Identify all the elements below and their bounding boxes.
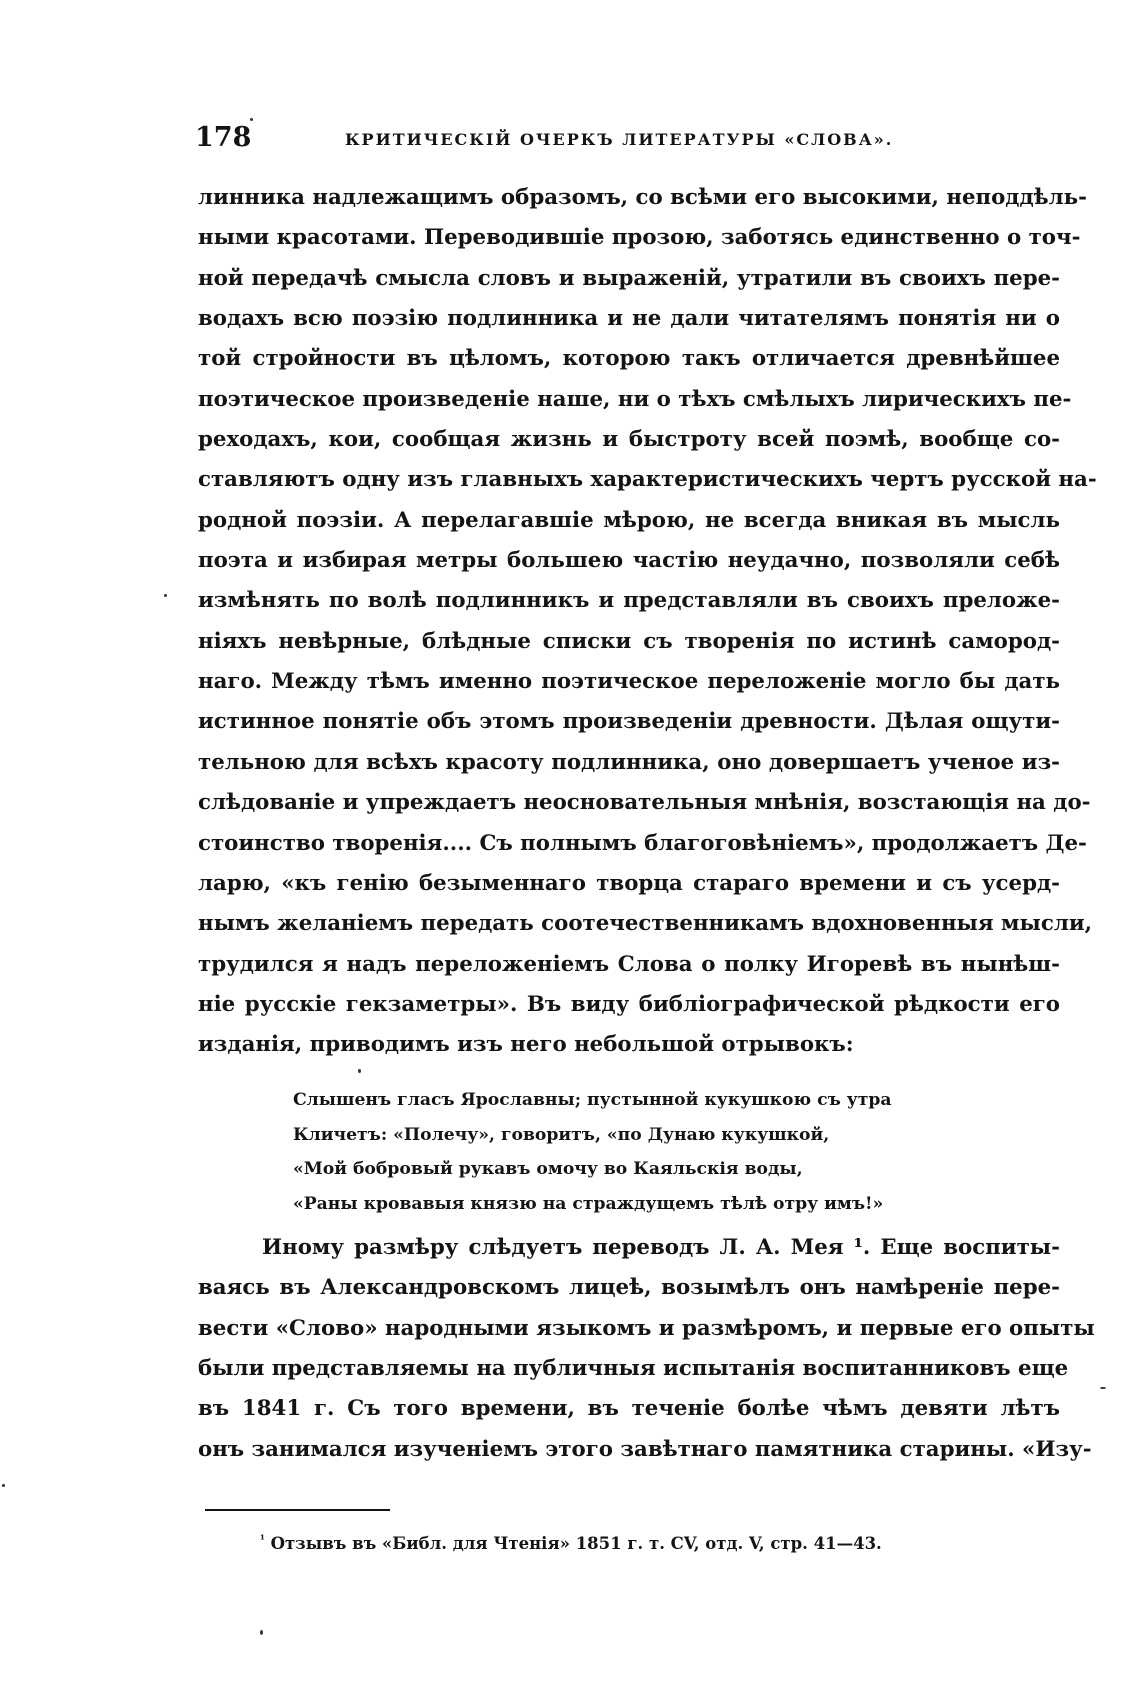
scan-speck <box>250 118 253 121</box>
verse-line: «Раны кровавыя князю на страждущемъ тѣлѣ отру имъ!» <box>293 1193 884 1214</box>
page-header <box>195 122 1055 162</box>
text-line: ной передачѣ смысла словъ и выраженій, утратили въ своихъ пере- <box>198 265 1060 291</box>
text-line: наго. Между тѣмъ именно поэтическое переложеніе могло бы дать <box>198 669 1060 695</box>
scan-speck <box>260 1630 263 1635</box>
text-line: трудился я надъ переложеніемъ Слова о полку Игоревѣ въ нынѣш- <box>198 951 1060 977</box>
text-line: въ 1841 г. Съ того времени, въ теченіе болѣе чѣмъ девяти лѣтъ <box>198 1396 1060 1422</box>
verse-quotation <box>293 1083 933 1221</box>
text-line: нымъ желаніемъ передать соотечественникамъ вдохновенныя мысли, <box>198 911 1093 937</box>
footnote-marker: ¹ <box>260 1533 265 1546</box>
footnote-divider <box>205 1509 390 1511</box>
text-line: водахъ всю поэзію подлинника и не дали читателямъ понятія ни о <box>198 306 1060 332</box>
text-line: Иному размѣру слѣдуетъ переводъ Л. А. Мея ¹. Еще воспиты- <box>262 1235 1060 1260</box>
text-line: той стройности въ цѣломъ, которою такъ отличается древнѣйшее <box>198 346 1060 372</box>
text-line: изданія, приводимъ изъ него небольшой отрывокъ: <box>198 1032 854 1058</box>
text-line: поэта и избирая метры большею частію неудачно, позволяли себѣ <box>198 548 1060 574</box>
scan-speck <box>2 1484 5 1487</box>
text-line: стоинство творенія.... Съ полнымъ благоговѣніемъ», продолжаетъ Де- <box>198 830 1087 856</box>
footnote <box>260 1533 1060 1553</box>
scan-speck <box>164 594 167 597</box>
text-line: измѣнять по волѣ подлинникъ и представляли въ своихъ преложе- <box>198 588 1060 614</box>
text-line: ваясь въ Александровскомъ лицеѣ, возымѣлъ онъ намѣреніе пере- <box>198 1275 1060 1301</box>
text-line: поэтическое произведеніе наше, ни о тѣхъ смѣлыхъ лирическихъ пе- <box>198 386 1072 412</box>
running-head: КРИТИЧЕСКІЙ ОЧЕРКЪ ЛИТЕРАТУРЫ «СЛОВА». <box>345 130 894 149</box>
second-paragraph <box>198 1228 1095 1470</box>
text-line: ніе русскіе гекзаметры». Въ виду библіографической рѣдкости его <box>198 991 1060 1017</box>
verse-line: Слышенъ гласъ Ярославны; пустынной кукушкою съ утра <box>293 1090 892 1110</box>
text-line: линника надлежащимъ образомъ, со всѣми его высокими, неподдѣль- <box>198 185 1087 210</box>
text-line: онъ занимался изученіемъ этого завѣтнаго памятника старины. «Изу- <box>198 1436 1092 1462</box>
text-line: родной поэзіи. А перелагавшіе мѣрою, не всегда вникая въ мысль <box>198 507 1060 533</box>
verse-line: Кличетъ: «Полечу», говоритъ, «по Дунаю кукушкой, <box>293 1124 830 1145</box>
text-line: ніяхъ невѣрные, блѣдные списки съ творенія по истинѣ самород- <box>198 628 1060 654</box>
text-line: тельною для всѣхъ красоту подлинника, оно довершаетъ ученое из- <box>198 749 1060 775</box>
text-line: вести «Слово» народными языкомъ и размѣромъ, и первые его опыты <box>198 1315 1095 1341</box>
text-line: слѣдованіе и упреждаетъ неосновательныя мнѣнія, возстающія на до- <box>198 790 1091 816</box>
text-line: ларю, «къ генію безыменнаго творца стараго времени и съ усерд- <box>198 870 1060 896</box>
text-line: истинное понятіе объ этомъ произведеніи древности. Дѣлая ощути- <box>198 709 1060 735</box>
scan-speck <box>358 1069 361 1073</box>
scan-speck <box>1100 1387 1106 1389</box>
footnote-text: Отзывъ въ «Библ. для Чтенія» 1851 г. т. CV, отд. V, стр. 41—43. <box>270 1534 882 1553</box>
verse-line: «Мой бобровый рукавъ омочу во Каяльскія воды, <box>293 1159 803 1179</box>
page-number: 178 <box>195 122 252 153</box>
text-line: ными красотами. Переводившіе прозою, заботясь единственно о точ- <box>198 225 1081 251</box>
text-line: реходахъ, кои, сообщая жизнь и быстроту всей поэмѣ, вообще со- <box>198 427 1060 453</box>
main-paragraph <box>198 178 1097 1066</box>
text-line: ставляютъ одну изъ главныхъ характеристическихъ чертъ русской на- <box>198 467 1097 493</box>
text-line: были представляемы на публичныя испытанія воспитанниковъ еще <box>198 1356 1069 1382</box>
